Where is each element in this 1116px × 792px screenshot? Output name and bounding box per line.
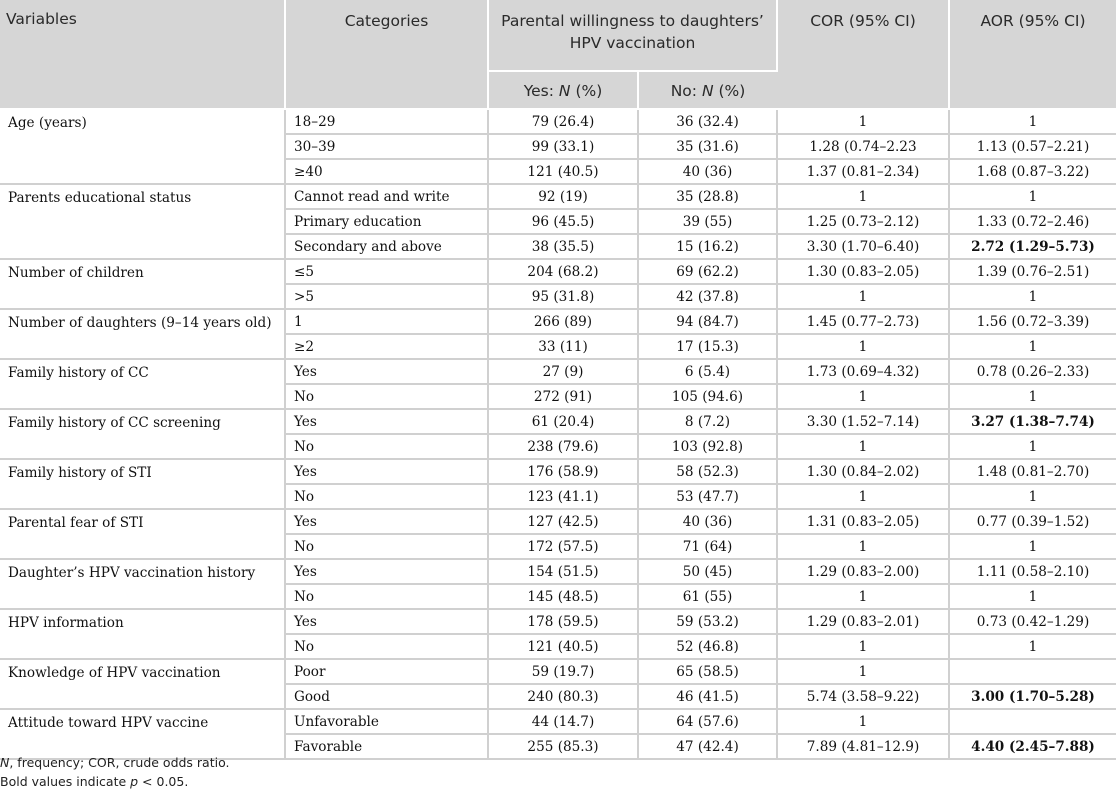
yes-count-cell: 61 (20.4) [488, 409, 638, 434]
no-count-cell: 8 (7.2) [638, 409, 777, 434]
aor-cell: 1 [949, 584, 1116, 609]
cor-cell: 1.25 (0.73–2.12) [777, 209, 949, 234]
yes-count-cell: 92 (19) [488, 184, 638, 209]
aor-cell: 1.48 (0.81–2.70) [949, 459, 1116, 484]
cor-cell: 5.74 (3.58–9.22) [777, 684, 949, 709]
cor-cell: 1 [777, 334, 949, 359]
category-cell: Primary education [285, 209, 488, 234]
variable-cell: Parents educational status [0, 184, 285, 259]
table-row [0, 659, 1116, 684]
cor-cell: 1 [777, 634, 949, 659]
no-count-cell: 39 (55) [638, 209, 777, 234]
cor-cell: 1 [777, 284, 949, 309]
category-cell: Poor [285, 659, 488, 684]
no-count-cell: 40 (36) [638, 159, 777, 184]
no-count-cell: 58 (52.3) [638, 459, 777, 484]
aor-cell: 1.56 (0.72–3.39) [949, 309, 1116, 334]
category-cell: No [285, 534, 488, 559]
cor-cell: 1 [777, 709, 949, 734]
no-count-cell: 35 (28.8) [638, 184, 777, 209]
no-count-cell: 15 (16.2) [638, 234, 777, 259]
category-cell: ≥2 [285, 334, 488, 359]
cor-cell: 3.30 (1.70–6.40) [777, 234, 949, 259]
table-row [0, 709, 1116, 734]
yes-count-cell: 172 (57.5) [488, 534, 638, 559]
aor-cell: 1 [949, 484, 1116, 509]
cor-cell: 3.30 (1.52–7.14) [777, 409, 949, 434]
yes-count-cell: 240 (80.3) [488, 684, 638, 709]
header-yes-prefix: Yes: [523, 82, 559, 100]
yes-count-cell: 44 (14.7) [488, 709, 638, 734]
cor-cell: 1.73 (0.69–4.32) [777, 359, 949, 384]
variable-cell: Parental fear of STI [0, 509, 285, 559]
yes-count-cell: 145 (48.5) [488, 584, 638, 609]
cor-cell: 1 [777, 109, 949, 134]
yes-count-cell: 27 (9) [488, 359, 638, 384]
cor-cell: 1 [777, 384, 949, 409]
category-cell: No [285, 484, 488, 509]
category-cell: ≤5 [285, 259, 488, 284]
cor-cell: 1 [777, 484, 949, 509]
yes-count-cell: 255 (85.3) [488, 734, 638, 759]
aor-cell: 1 [949, 284, 1116, 309]
header-willingness: Parental willingness to daughters’ HPV vaccination [488, 0, 777, 71]
aor-cell: 0.78 (0.26–2.33) [949, 359, 1116, 384]
no-count-cell: 61 (55) [638, 584, 777, 609]
no-count-cell: 59 (53.2) [638, 609, 777, 634]
table-row [0, 509, 1116, 534]
category-cell: Favorable [285, 734, 488, 759]
footnote-significance [0, 772, 230, 791]
aor-cell: 1 [949, 334, 1116, 359]
footnotes [0, 753, 230, 791]
aor-cell [949, 659, 1116, 684]
aor-cell: 1.33 (0.72–2.46) [949, 209, 1116, 234]
yes-count-cell: 176 (58.9) [488, 459, 638, 484]
aor-cell: 1 [949, 634, 1116, 659]
category-cell: No [285, 634, 488, 659]
variable-cell: Daughter’s HPV vaccination history [0, 559, 285, 609]
category-cell: Yes [285, 559, 488, 584]
aor-cell: 1 [949, 109, 1116, 134]
yes-count-cell: 96 (45.5) [488, 209, 638, 234]
category-cell: Cannot read and write [285, 184, 488, 209]
header-no [638, 71, 777, 109]
yes-count-cell: 121 (40.5) [488, 159, 638, 184]
table-row [0, 409, 1116, 434]
aor-cell: 1.68 (0.87–3.22) [949, 159, 1116, 184]
cor-cell: 1.45 (0.77–2.73) [777, 309, 949, 334]
cor-cell: 1.30 (0.84–2.02) [777, 459, 949, 484]
aor-cell: 1 [949, 184, 1116, 209]
no-count-cell: 71 (64) [638, 534, 777, 559]
cor-cell: 1.31 (0.83–2.05) [777, 509, 949, 534]
aor-cell: 1.11 (0.58–2.10) [949, 559, 1116, 584]
aor-cell: 1 [949, 434, 1116, 459]
category-cell: Secondary and above [285, 234, 488, 259]
no-count-cell: 46 (41.5) [638, 684, 777, 709]
category-cell: Yes [285, 509, 488, 534]
table-row [0, 609, 1116, 634]
category-cell: No [285, 434, 488, 459]
footnote-p-symbol: p [130, 774, 139, 789]
no-count-cell: 17 (15.3) [638, 334, 777, 359]
aor-cell: 0.77 (0.39–1.52) [949, 509, 1116, 534]
yes-count-cell: 99 (33.1) [488, 134, 638, 159]
table-row [0, 359, 1116, 384]
cor-cell: 1.30 (0.83–2.05) [777, 259, 949, 284]
aor-cell: 4.40 (2.45–7.88) [949, 734, 1116, 759]
category-cell: Unfavorable [285, 709, 488, 734]
table-row [0, 109, 1116, 134]
table-body [0, 109, 1116, 759]
category-cell: 18–29 [285, 109, 488, 134]
variable-cell: Attitude toward HPV vaccine [0, 709, 285, 759]
variable-cell: Family history of CC [0, 359, 285, 409]
cor-cell: 1.37 (0.81–2.34) [777, 159, 949, 184]
table-row [0, 309, 1116, 334]
no-count-cell: 65 (58.5) [638, 659, 777, 684]
aor-cell [949, 709, 1116, 734]
aor-cell: 3.00 (1.70–5.28) [949, 684, 1116, 709]
category-cell: ≥40 [285, 159, 488, 184]
cor-cell: 1.28 (0.74–2.23 [777, 134, 949, 159]
yes-count-cell: 59 (19.7) [488, 659, 638, 684]
category-cell: Good [285, 684, 488, 709]
no-count-cell: 64 (57.6) [638, 709, 777, 734]
no-count-cell: 94 (84.7) [638, 309, 777, 334]
aor-cell: 1 [949, 534, 1116, 559]
header-variables: Variables [0, 0, 285, 109]
yes-count-cell: 178 (59.5) [488, 609, 638, 634]
yes-count-cell: 121 (40.5) [488, 634, 638, 659]
footnote-sig-end: < 0.05. [138, 774, 189, 789]
variable-cell: Number of children [0, 259, 285, 309]
category-cell: No [285, 584, 488, 609]
cor-cell: 1 [777, 184, 949, 209]
yes-count-cell: 127 (42.5) [488, 509, 638, 534]
header-categories: Categories [285, 0, 488, 109]
footnote-sig-start: Bold values indicate [0, 774, 131, 789]
yes-count-cell: 154 (51.5) [488, 559, 638, 584]
table-row [0, 184, 1116, 209]
yes-count-cell: 95 (31.8) [488, 284, 638, 309]
variable-cell: Age (years) [0, 109, 285, 184]
table-header [0, 0, 1116, 109]
no-count-cell: 53 (47.7) [638, 484, 777, 509]
no-count-cell: 105 (94.6) [638, 384, 777, 409]
header-no-pct: (%) [713, 82, 746, 100]
yes-count-cell: 266 (89) [488, 309, 638, 334]
aor-cell: 3.27 (1.38–7.74) [949, 409, 1116, 434]
yes-count-cell: 33 (11) [488, 334, 638, 359]
no-count-cell: 36 (32.4) [638, 109, 777, 134]
category-cell: Yes [285, 609, 488, 634]
header-yes-n: N [558, 82, 571, 100]
header-aor: AOR (95% CI) [949, 0, 1116, 109]
table-row [0, 259, 1116, 284]
cor-cell: 1 [777, 434, 949, 459]
aor-cell: 1 [949, 384, 1116, 409]
table-row [0, 559, 1116, 584]
cor-cell: 1.29 (0.83–2.00) [777, 559, 949, 584]
aor-cell: 1.39 (0.76–2.51) [949, 259, 1116, 284]
no-count-cell: 40 (36) [638, 509, 777, 534]
variable-cell: Family history of CC screening [0, 409, 285, 459]
variable-cell: Family history of STI [0, 459, 285, 509]
category-cell: 1 [285, 309, 488, 334]
variable-cell: HPV information [0, 609, 285, 659]
header-yes-pct: (%) [570, 82, 603, 100]
yes-count-cell: 38 (35.5) [488, 234, 638, 259]
yes-count-cell: 204 (68.2) [488, 259, 638, 284]
cor-cell: 1 [777, 534, 949, 559]
header-cor: COR (95% CI) [777, 0, 949, 109]
yes-count-cell: 272 (91) [488, 384, 638, 409]
aor-cell: 1.13 (0.57–2.21) [949, 134, 1116, 159]
header-no-prefix: No: [670, 82, 702, 100]
cor-cell: 1 [777, 584, 949, 609]
category-cell: Yes [285, 359, 488, 384]
yes-count-cell: 123 (41.1) [488, 484, 638, 509]
variable-cell: Knowledge of HPV vaccination [0, 659, 285, 709]
no-count-cell: 50 (45) [638, 559, 777, 584]
no-count-cell: 103 (92.8) [638, 434, 777, 459]
footnote-abbrev-text: , frequency; COR, crude odds ratio. [9, 755, 230, 770]
no-count-cell: 35 (31.6) [638, 134, 777, 159]
no-count-cell: 69 (62.2) [638, 259, 777, 284]
category-cell: Yes [285, 409, 488, 434]
no-count-cell: 47 (42.4) [638, 734, 777, 759]
cor-cell: 1 [777, 659, 949, 684]
cor-cell: 1.29 (0.83–2.01) [777, 609, 949, 634]
cor-cell: 7.89 (4.81–12.9) [777, 734, 949, 759]
yes-count-cell: 79 (26.4) [488, 109, 638, 134]
variable-cell: Number of daughters (9–14 years old) [0, 309, 285, 359]
no-count-cell: 6 (5.4) [638, 359, 777, 384]
aor-cell: 0.73 (0.42–1.29) [949, 609, 1116, 634]
category-cell: 30–39 [285, 134, 488, 159]
category-cell: Yes [285, 459, 488, 484]
category-cell: No [285, 384, 488, 409]
no-count-cell: 52 (46.8) [638, 634, 777, 659]
header-no-n: N [701, 82, 714, 100]
header-yes [488, 71, 638, 109]
no-count-cell: 42 (37.8) [638, 284, 777, 309]
table-row [0, 459, 1116, 484]
yes-count-cell: 238 (79.6) [488, 434, 638, 459]
aor-cell: 2.72 (1.29–5.73) [949, 234, 1116, 259]
footnote-n-symbol: N [0, 755, 10, 770]
footnote-abbreviations [0, 753, 230, 772]
category-cell: >5 [285, 284, 488, 309]
